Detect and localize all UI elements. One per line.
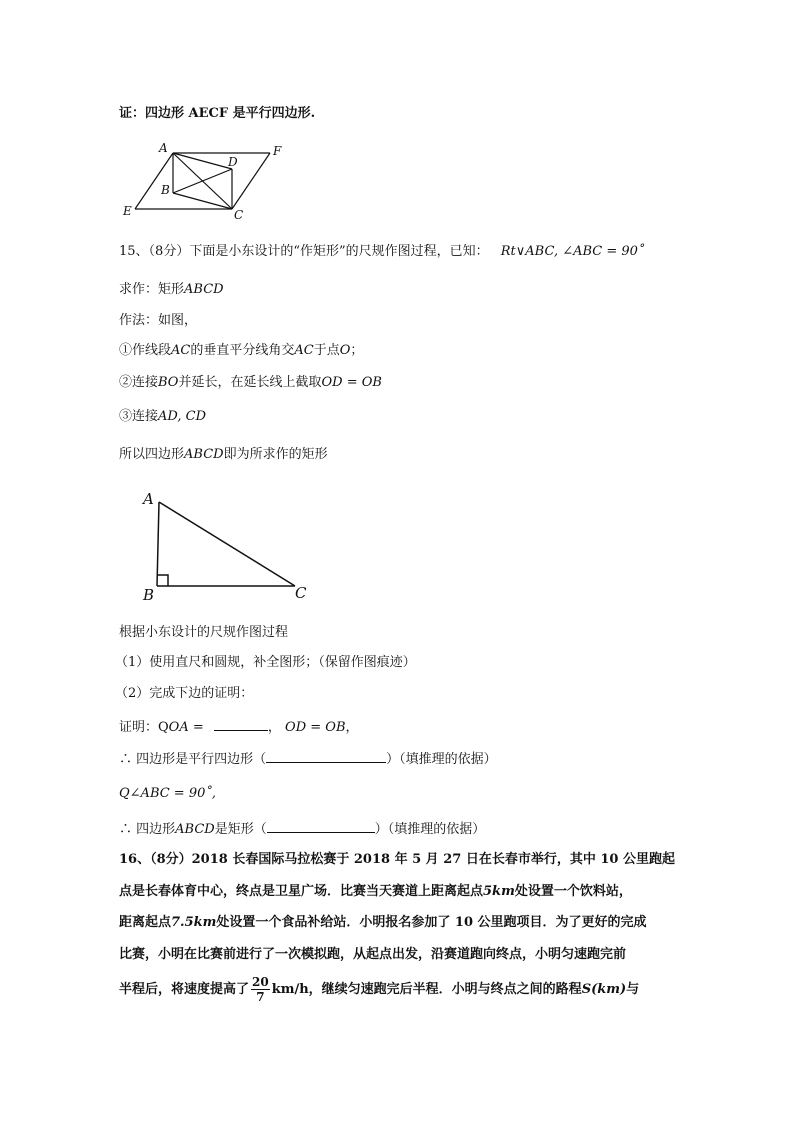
q15-conclusion: 所以四边形ABCD即为所求作的矩形 — [119, 447, 328, 462]
label-C: C — [234, 208, 244, 222]
q15-step3: ③连接AD, CD — [119, 409, 206, 424]
q15-proof-line3: Q∠ABC = 90˚, — [119, 786, 217, 801]
q16-line4: 比赛，小明在比赛前进行了一次模拟跑，从起点出发，沿赛道跑向终点，小明匀速跑完前 — [119, 947, 627, 962]
q16-line1: 16、（8分）2018 长春国际马拉松赛于 2018 年 5 月 27 日在长春市举行，其中 10 公里跑起 — [119, 852, 675, 867]
q15-proof-line1: 证明：QOA = ， OD = OB， — [119, 720, 359, 735]
q14-proof-line: 证：四边形 AECF 是平行四边形. — [119, 106, 316, 121]
label-E: E — [123, 204, 132, 218]
label-A: A — [143, 490, 154, 508]
q15-basis: 根据小东设计的尺规作图过程 — [119, 625, 289, 640]
label-D: D — [228, 155, 238, 169]
q16-line3: 距离起点7.5km处设置一个食品补给站．小明报名参加了 10 公里跑项目．为了更好的完成 — [119, 915, 647, 930]
q15-title: 15、（8分）下面是小东设计的“作矩形”的尺规作图过程，已知： Rt∨ABC, ∠ABC = 90˚ — [119, 244, 645, 259]
label-C: C — [295, 584, 307, 602]
speed-fraction: $\frac{20}{7}$ — [252, 975, 269, 1004]
label-F: F — [273, 144, 282, 158]
q15-proof-line4: ∴ 四边形ABCD是矩形（ ）（填推理的依据） — [119, 822, 486, 837]
label-B: B — [143, 586, 155, 604]
q14-parallelogram-figure — [115, 138, 295, 228]
q16-line2: 点是长春体育中心，终点是卫星广场．比赛当天赛道上距离起点5km处设置一个饮料站， — [119, 884, 632, 899]
q15-step1: ①作线段AC的垂直平分线角交AC于点O； — [119, 343, 364, 358]
q15-proof-line2: ∴ 四边形是平行四边形（ ）（填推理的依据） — [119, 752, 497, 767]
label-A: A — [159, 141, 168, 155]
label-B: B — [161, 183, 170, 197]
q15-part1: （1）使用直尺和圆规，补全图形；（保留作图痕迹） — [115, 655, 416, 670]
q15-part2: （2）完成下边的证明： — [115, 686, 254, 701]
q16-line5: 半程后，将速度提高了 $\frac{20}{7}$ km/h，继续匀速跑完后半程．小明与终点之间的路程S(km)与 — [119, 975, 640, 1004]
blank-parallelogram-basis[interactable] — [266, 750, 386, 763]
q15-triangle-figure — [135, 488, 335, 608]
q15-method: 作法：如图， — [119, 313, 198, 328]
blank-oa[interactable] — [214, 718, 268, 731]
blank-rectangle-basis[interactable] — [267, 820, 375, 833]
q15-step2: ②连接BO并延长，在延长线上截取OD = OB — [119, 375, 382, 390]
q15-seek: 求作：矩形ABCD — [119, 282, 224, 297]
